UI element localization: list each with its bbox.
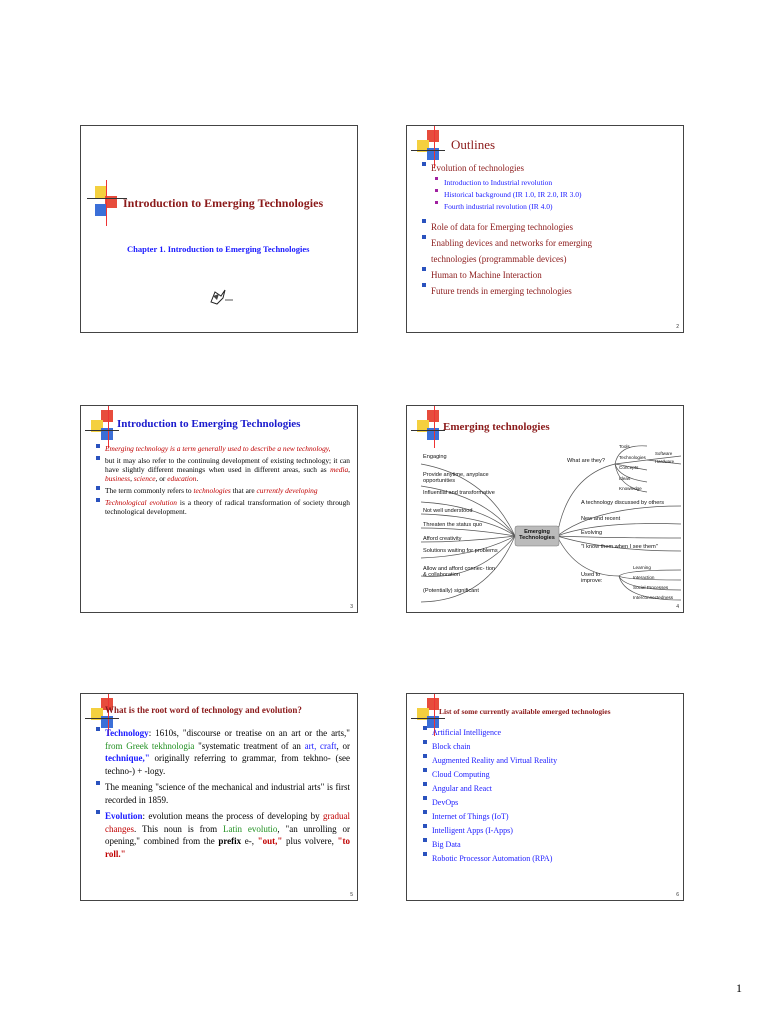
what-node: Knowledge bbox=[619, 486, 642, 491]
list-item: Technology: 1610s, "discourse or treatise on an art or the arts," from Greek tekhnologia "systematic treatment of an art, craft, or technique," originally referring to grammar, from tekhno- (see techno-) + -logy. bbox=[94, 727, 350, 777]
right-node: "I know them when I see them" bbox=[581, 544, 658, 550]
slide-3 bbox=[80, 405, 358, 613]
list-item: Artificial Intelligence bbox=[421, 726, 671, 740]
slide-5 bbox=[80, 693, 358, 901]
right-node: Used to improve: bbox=[581, 572, 603, 584]
slide-number: 3 bbox=[350, 604, 353, 610]
page-number: 1 bbox=[736, 981, 742, 995]
slide-number: 5 bbox=[350, 892, 353, 898]
list-item: Introduction to Industrial revolution bbox=[433, 177, 673, 189]
tech-list bbox=[421, 726, 671, 866]
list-item: Big Data bbox=[421, 838, 671, 852]
list-item: Future trends in emerging technologies bbox=[420, 283, 675, 299]
list-item: Technological evolution is a theory of radical transformation of society through technological development. bbox=[94, 498, 350, 516]
sw-node: Software bbox=[655, 451, 673, 456]
list-item: Enabling devices and networks for emerging technologies (programmable devices) bbox=[420, 235, 675, 267]
left-node: Provide anytime, anyplace opportunities bbox=[423, 472, 489, 484]
what-node: Ideas bbox=[619, 476, 631, 481]
left-node: Threaten the status quo bbox=[423, 522, 483, 528]
outline-list bbox=[420, 219, 675, 299]
slide-1 bbox=[80, 125, 358, 333]
right-node: New and recent bbox=[581, 516, 621, 522]
slide-title: Outlines bbox=[451, 137, 496, 152]
list-item: Role of data for Emerging technologies bbox=[420, 219, 675, 235]
slide-4 bbox=[406, 405, 684, 613]
list-item: The meaning "science of the mechanical and industrial arts" is first recorded in 1859. bbox=[94, 781, 350, 806]
outline-sublist bbox=[433, 177, 673, 213]
slide-title: Introduction to Emerging Technologies bbox=[117, 418, 301, 430]
outline-list bbox=[420, 162, 680, 175]
slide-number: 4 bbox=[676, 604, 679, 610]
what-node: Tools bbox=[619, 444, 630, 449]
left-node: Allow and afford connec- tion & collaboration bbox=[423, 566, 496, 578]
list-item: Augmented Reality and Virtual Reality bbox=[421, 754, 671, 768]
list-item: Block chain bbox=[421, 740, 671, 754]
right-node: What are they? bbox=[567, 458, 605, 464]
list-item: Cloud Computing bbox=[421, 768, 671, 782]
slide-2 bbox=[406, 125, 684, 333]
improve-node: Interaction bbox=[633, 575, 655, 580]
slide-title: List of some currently available emerged technologies bbox=[439, 707, 611, 716]
mind-map-center: Emerging Technologies bbox=[519, 529, 555, 541]
mascot-icon bbox=[205, 284, 237, 308]
improve-node: Interconnectedness bbox=[633, 595, 674, 600]
content-list bbox=[94, 727, 350, 860]
list-item: Robotic Processor Automation (RPA) bbox=[421, 852, 671, 866]
list-item: Human to Machine Interaction bbox=[420, 267, 675, 283]
improve-node: Social Processes bbox=[633, 585, 669, 590]
slide-6 bbox=[406, 693, 684, 901]
what-node: Concepts bbox=[619, 465, 639, 470]
improve-node: Learning bbox=[633, 565, 651, 570]
list-item: Emerging technology is a term generally used to describe a new technology, bbox=[94, 444, 350, 453]
slide-number: 2 bbox=[676, 324, 679, 330]
list-item: Historical background (IR 1.0, IR 2.0, IR 3.0) bbox=[433, 189, 673, 201]
content-list bbox=[94, 444, 350, 516]
list-item: Angular and React bbox=[421, 782, 671, 796]
slide-number: 6 bbox=[676, 892, 679, 898]
list-item: Evolution of technologies bbox=[420, 162, 680, 175]
list-item: Internet of Things (IoT) bbox=[421, 810, 671, 824]
list-item: Intelligent Apps (I-Apps) bbox=[421, 824, 671, 838]
right-node: A technology discussed by others bbox=[581, 500, 665, 506]
slide-title: Introduction to Emerging Technologies bbox=[123, 196, 324, 210]
left-node: Solutions waiting for problems bbox=[423, 548, 498, 554]
list-item: DevOps bbox=[421, 796, 671, 810]
slide-subtitle: Chapter 1. Introduction to Emerging Technologies bbox=[127, 244, 310, 254]
list-item: Evolution: evolution means the process of developing by gradual changes. This noun is from Latin evolutio, "an unrolling or opening," combined from the prefix e-, "out," plus volvere, "to roll." bbox=[94, 810, 350, 860]
list-item: but it may also refer to the continuing development of existing technology; it can have slightly different meanings when used in different areas, such as media, business, science, or education. bbox=[94, 456, 350, 483]
slide-title: Emerging technologies bbox=[443, 421, 550, 433]
left-node: Afford creativity bbox=[423, 536, 462, 542]
left-node: Influential and transformative bbox=[423, 490, 495, 496]
list-item: Fourth industrial revolution (IR 4.0) bbox=[433, 201, 673, 213]
left-node: Not well understood bbox=[423, 508, 473, 514]
slide-title: What is the root word of technology and evolution? bbox=[105, 705, 302, 715]
left-node: (Potentially) significant bbox=[423, 588, 479, 594]
list-item: The term commonly refers to technologies that are currently developing bbox=[94, 486, 350, 495]
what-node: Technologies bbox=[619, 455, 646, 460]
left-node: Engaging bbox=[423, 454, 447, 460]
sw-node: Hardware bbox=[655, 459, 675, 464]
right-node: Evolving bbox=[581, 530, 603, 536]
